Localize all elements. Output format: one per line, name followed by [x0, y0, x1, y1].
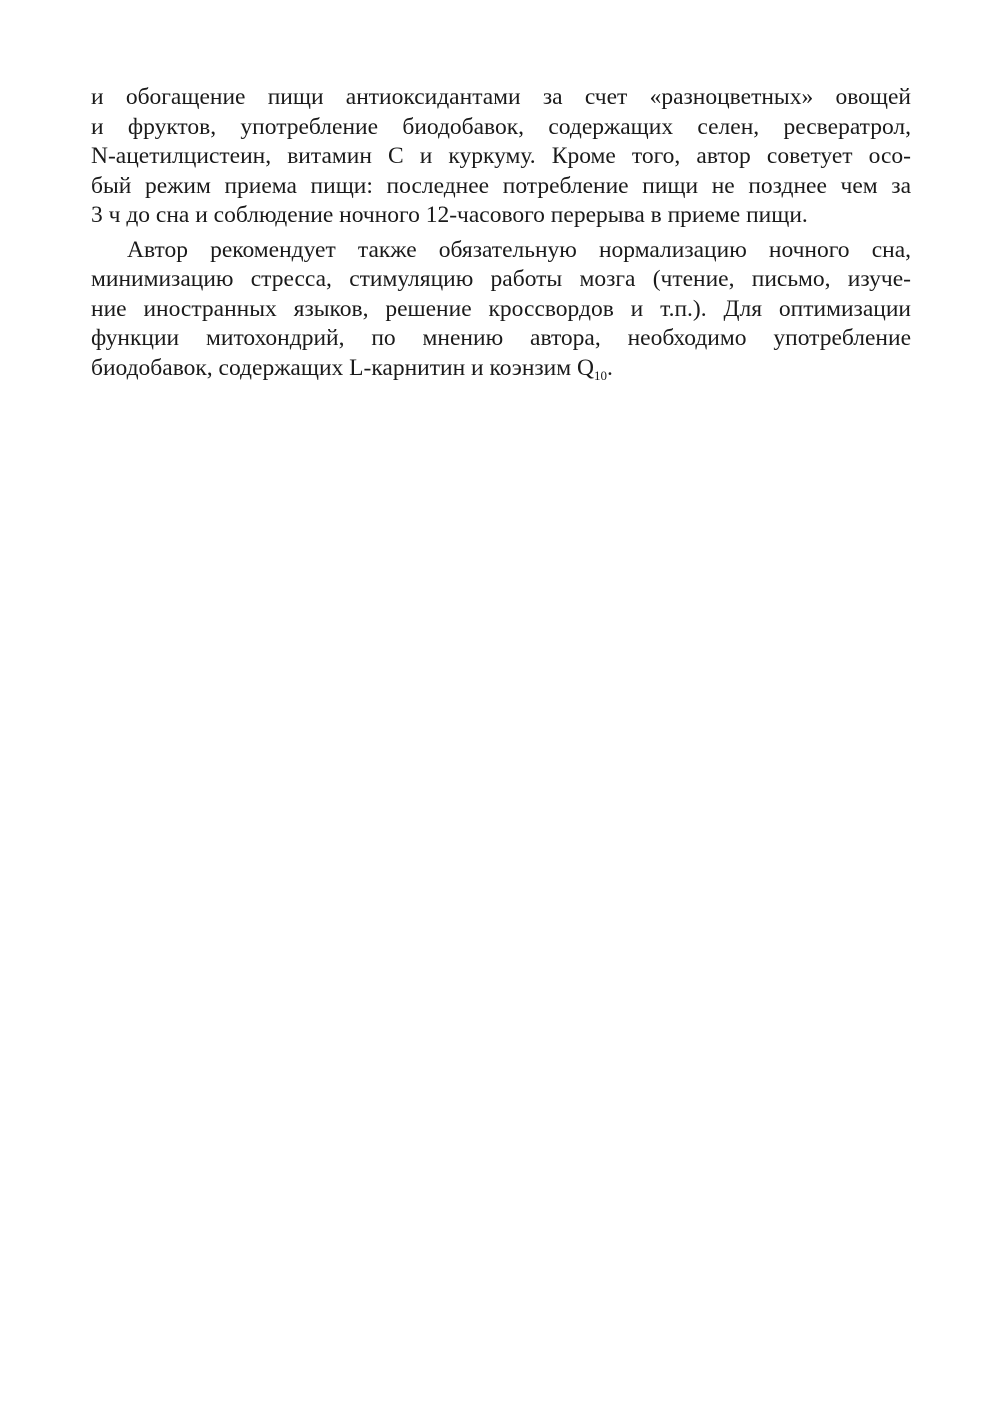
paragraph-2: [91, 236, 911, 384]
paragraph-1-line-4: бый режим приема пищи: последнее потребление пищи не позднее чем за: [91, 172, 911, 199]
body-text: [91, 83, 911, 388]
paragraph-1-line-2: и фруктов, употребление биодобавок, содержащих селен, ресвератрол,: [91, 113, 911, 140]
paragraph-2-line-1: Автор рекомендует также обязательную нормализацию ночного сна,: [127, 236, 911, 263]
paragraph-1-line-3: N-ацетилцистеин, витамин С и куркуму. Кроме того, автор советует осо-: [91, 143, 911, 169]
paragraph-1-line-1: и обогащение пищи антиоксидантами за счет «разноцветных» овощей: [91, 84, 911, 110]
paragraph-2-line-4: функции митохондрий, по мнению автора, необходимо употребление: [91, 325, 911, 351]
coenzyme-subscript: 10: [593, 367, 607, 383]
paragraph-2-line-5-end: .: [606, 354, 613, 381]
paragraph-2-line-5-text: биодобавок, содержащих L-карнитин и коэнзим Q: [91, 354, 594, 381]
paragraph-2-line-3: ние иностранных языков, решение кроссвордов и т.п.). Для оптимизации: [91, 295, 911, 322]
paragraph-2-line-5: [91, 354, 911, 384]
paragraph-1-line-5: 3 ч до сна и соблюдение ночного 12-часового перерыва в приеме пищи.: [91, 202, 808, 228]
paragraph-2-line-2: минимизацию стресса, стимуляцию работы мозга (чтение, письмо, изуче-: [91, 266, 911, 292]
paragraph-1: [91, 83, 911, 231]
